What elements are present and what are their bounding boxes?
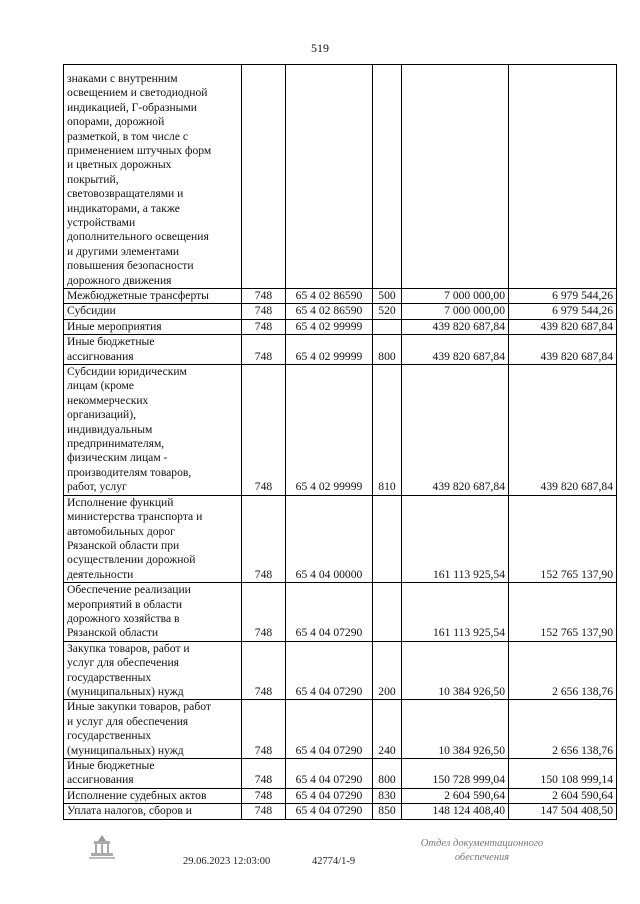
row-item (286, 65, 373, 289)
row-sum-plan: 148 124 408,40 (402, 804, 509, 819)
row-name-line: деятельности (67, 567, 134, 581)
table-row (64, 65, 617, 289)
row-name-line: устройствами (67, 215, 136, 229)
table-row (64, 335, 617, 365)
row-item: 65 4 02 99999 (286, 335, 373, 365)
row-item: 65 4 02 86590 (286, 289, 373, 304)
row-name-line: Субсидии юридическим (67, 365, 187, 379)
row-name-line: Иные закупки товаров, работ (67, 700, 211, 714)
row-name-line: осуществлении дорожной (67, 553, 196, 567)
row-vr: 520 (373, 304, 402, 319)
row-item: 65 4 04 07290 (286, 700, 373, 759)
row-name-line: и другими элементами (67, 244, 180, 258)
row-name-line: индикаторами, а также (67, 201, 180, 215)
row-item: 65 4 04 07290 (286, 804, 373, 819)
row-name-line: и цветных дорожных (67, 158, 172, 172)
row-name-line: (муниципальных) нужд (67, 684, 184, 698)
table-row (64, 304, 617, 319)
row-item: 65 4 04 00000 (286, 495, 373, 582)
row-vr: 240 (373, 700, 402, 759)
row-sum-plan: 161 113 925,54 (402, 495, 509, 582)
row-code: 748 (242, 759, 286, 789)
row-sum-fact: 439 820 687,84 (509, 335, 617, 365)
row-sum-plan: 7 000 000,00 (402, 304, 509, 319)
row-name (64, 319, 242, 334)
row-code: 748 (242, 700, 286, 759)
row-name (64, 65, 242, 289)
footer-datetime: 29.06.2023 12:03:00 (183, 856, 271, 867)
row-name-line: мероприятий в области (67, 597, 183, 611)
page-number: 519 (311, 41, 329, 55)
row-item: 65 4 04 07290 (286, 759, 373, 789)
table-row (64, 319, 617, 334)
row-name-line: разметкой, в том числе с (67, 129, 189, 143)
row-name-line: Иные бюджетные (67, 335, 155, 349)
row-name-line: индивидуальным (67, 422, 153, 436)
row-name-line: Закупка товаров, работ и (67, 641, 190, 655)
row-name-line: Исполнение функций (67, 495, 174, 509)
row-code: 748 (242, 335, 286, 365)
row-name-line: Иные мероприятия (67, 319, 162, 333)
row-code: 748 (242, 365, 286, 496)
row-name-line: применением штучных форм (67, 143, 212, 157)
row-name (64, 365, 242, 496)
row-code: 748 (242, 304, 286, 319)
row-item: 65 4 04 07290 (286, 788, 373, 803)
row-vr (373, 495, 402, 582)
table-row (64, 700, 617, 759)
footer-doc-number: 42774/1-9 (312, 856, 356, 867)
row-name-line: министерства транспорта и (67, 510, 203, 524)
row-code: 748 (242, 289, 286, 304)
table-row (64, 804, 617, 819)
row-vr: 800 (373, 759, 402, 789)
row-name-line: индикацией, Г-образными (67, 100, 197, 114)
row-name-line: Иные бюджетные (67, 759, 155, 772)
row-name (64, 304, 242, 319)
row-name (64, 788, 242, 803)
row-sum-plan (402, 65, 509, 289)
row-item: 65 4 04 07290 (286, 641, 373, 700)
row-vr (373, 319, 402, 334)
row-name-line: опорами, дорожной (67, 115, 165, 129)
table-row (64, 583, 617, 642)
row-name-line: предпринимателям, (67, 437, 165, 451)
row-name (64, 804, 242, 819)
table-row (64, 495, 617, 582)
row-name-line: световозвращателями и (67, 187, 184, 201)
row-name-line: ассигнования (67, 349, 134, 363)
row-name-line: дополнительного освещения (67, 230, 209, 244)
row-sum-fact: 2 656 138,76 (509, 641, 617, 700)
row-name-line: производителям товаров, (67, 465, 192, 479)
row-item: 65 4 02 99999 (286, 365, 373, 496)
table-row (64, 365, 617, 496)
row-vr: 500 (373, 289, 402, 304)
row-name-line: Исполнение судебных актов (67, 788, 207, 802)
budget-table (63, 64, 617, 820)
row-sum-plan: 7 000 000,00 (402, 289, 509, 304)
department-stamp: Отдел документационного обеспечения (420, 838, 544, 863)
row-item: 65 4 04 07290 (286, 583, 373, 642)
row-sum-plan: 439 820 687,84 (402, 365, 509, 496)
row-sum-fact: 439 820 687,84 (509, 319, 617, 334)
row-name-line: Субсидии (67, 304, 116, 318)
row-name-line: ассигнования (67, 773, 134, 787)
row-sum-fact: 6 979 544,26 (509, 304, 617, 319)
row-name-line: физическим лицам - (67, 451, 168, 465)
row-sum-fact: 2 604 590,64 (509, 788, 617, 803)
row-vr: 850 (373, 804, 402, 819)
row-code: 748 (242, 319, 286, 334)
row-code: 748 (242, 804, 286, 819)
row-vr: 800 (373, 335, 402, 365)
row-code: 748 (242, 495, 286, 582)
row-sum-fact: 152 765 137,90 (509, 583, 617, 642)
row-name (64, 495, 242, 582)
row-name (64, 759, 242, 789)
row-vr: 810 (373, 365, 402, 496)
row-name-line: государственных (67, 670, 152, 684)
row-name (64, 700, 242, 759)
row-sum-fact: 147 504 408,50 (509, 804, 617, 819)
table-row (64, 788, 617, 803)
row-name (64, 641, 242, 700)
row-name-line: и услуг для обеспечения (67, 714, 189, 728)
row-vr (373, 583, 402, 642)
row-name-line: некоммерческих (67, 393, 149, 407)
row-name-line: государственных (67, 729, 152, 743)
row-name-line: покрытий, (67, 172, 119, 186)
row-sum-fact: 152 765 137,90 (509, 495, 617, 582)
row-item: 65 4 02 86590 (286, 304, 373, 319)
row-sum-fact: 150 108 999,14 (509, 759, 617, 789)
row-vr: 830 (373, 788, 402, 803)
row-name-line: Рязанской области при (67, 538, 180, 552)
row-name (64, 583, 242, 642)
row-item: 65 4 02 99999 (286, 319, 373, 334)
row-name-line: знаками с внутренним (67, 71, 178, 85)
row-sum-fact: 6 979 544,26 (509, 289, 617, 304)
row-name-line: Рязанской области (67, 626, 159, 640)
row-name-line: повышения безопасности (67, 259, 194, 273)
table-row (64, 641, 617, 700)
row-name-line: освещением и светодиодной (67, 86, 208, 100)
row-name-line: работ, услуг (67, 480, 127, 494)
row-sum-plan: 439 820 687,84 (402, 319, 509, 334)
row-sum-plan: 161 113 925,54 (402, 583, 509, 642)
row-sum-fact: 439 820 687,84 (509, 365, 617, 496)
row-sum-plan: 2 604 590,64 (402, 788, 509, 803)
row-sum-plan: 10 384 926,50 (402, 700, 509, 759)
row-name (64, 289, 242, 304)
row-vr: 200 (373, 641, 402, 700)
row-name (64, 335, 242, 365)
row-sum-plan: 150 728 999,04 (402, 759, 509, 789)
row-name-line: дорожного движения (67, 273, 172, 287)
row-code (242, 65, 286, 289)
row-sum-fact (509, 65, 617, 289)
row-vr (373, 65, 402, 289)
row-code: 748 (242, 583, 286, 642)
duma-emblem-icon (82, 833, 122, 863)
row-name-line: лицам (кроме (67, 379, 134, 393)
row-sum-plan: 10 384 926,50 (402, 641, 509, 700)
table-row (64, 759, 617, 789)
row-name-line: автомобильных дорог (67, 524, 175, 538)
row-name-line: (муниципальных) нужд (67, 743, 184, 757)
row-name-line: организаций), (67, 408, 137, 422)
table-row (64, 289, 617, 304)
row-name-line: услуг для обеспечения (67, 656, 179, 670)
row-sum-fact: 2 656 138,76 (509, 700, 617, 759)
row-name-line: дорожного хозяйства в (67, 611, 180, 625)
row-code: 748 (242, 641, 286, 700)
row-name-line: Обеспечение реализации (67, 583, 191, 597)
row-name-line: Уплата налогов, сборов и (67, 804, 193, 818)
row-name-line: Межбюджетные трансферты (67, 289, 209, 302)
row-code: 748 (242, 788, 286, 803)
row-sum-plan: 439 820 687,84 (402, 335, 509, 365)
